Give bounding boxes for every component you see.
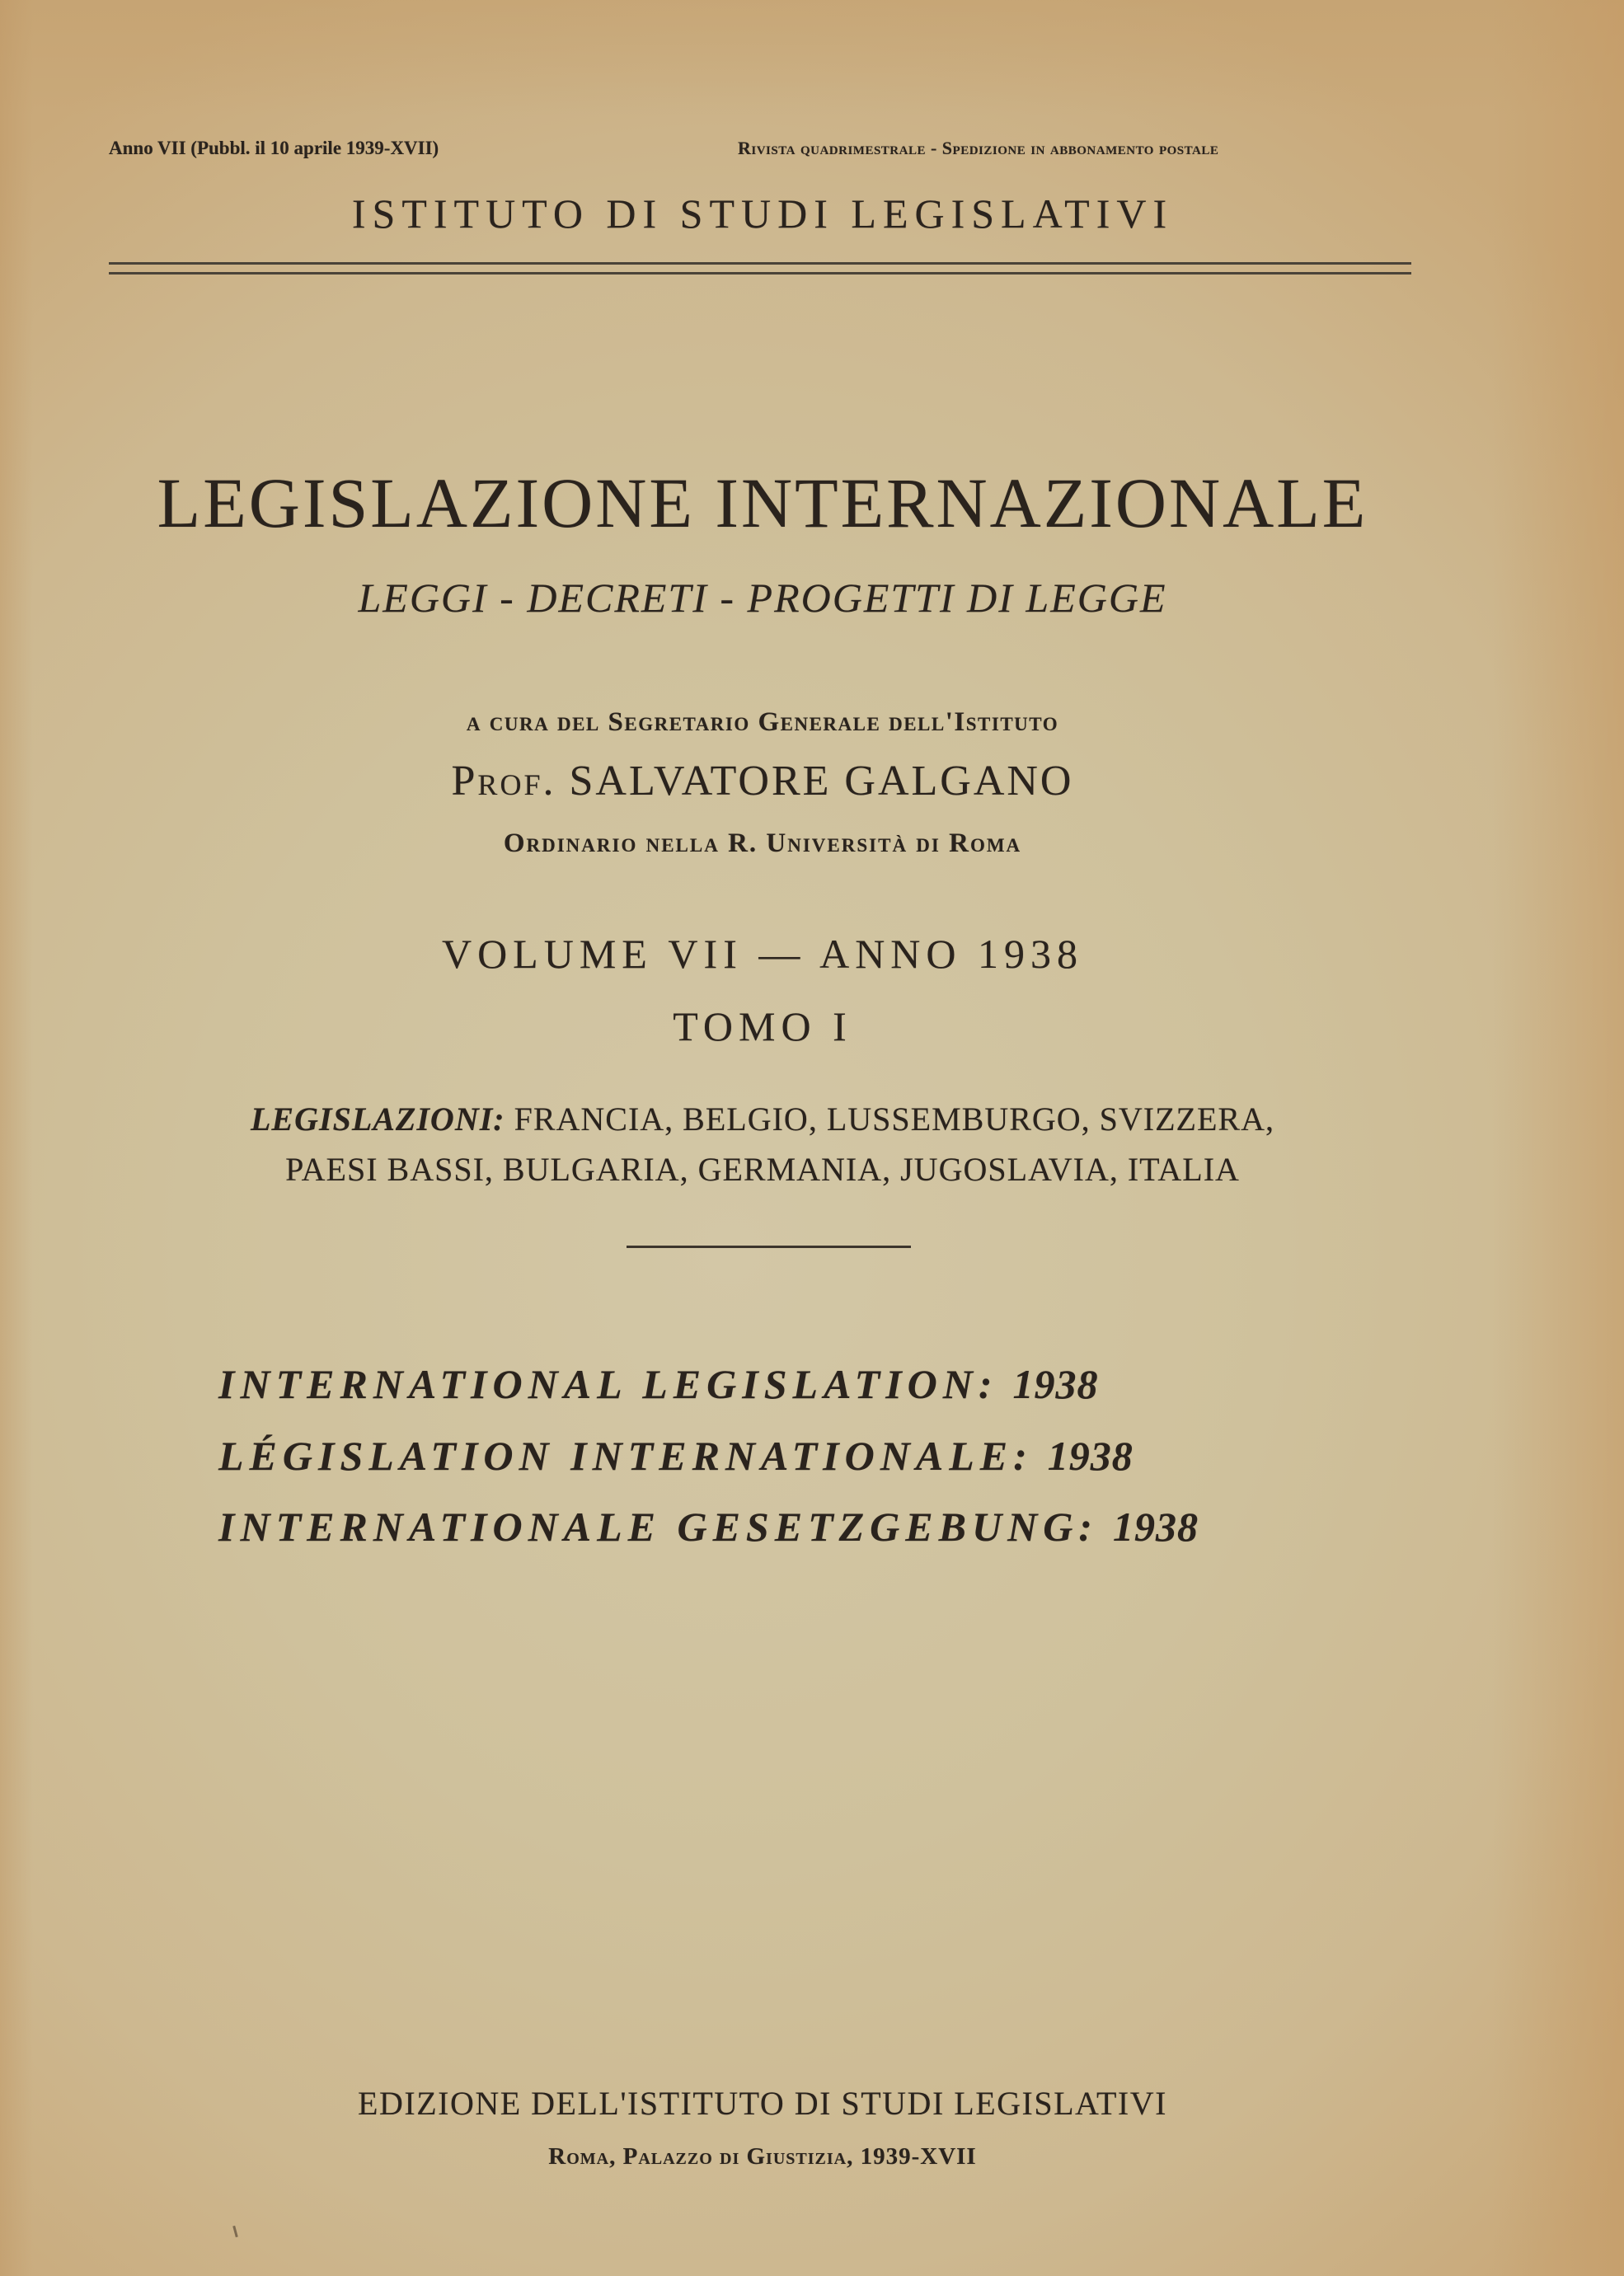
legislations-countries-2: PAESI BASSI, BULGARIA, GERMANIA, JUGOSLAVIA, ITALIA	[285, 1151, 1240, 1188]
translation-french	[218, 1432, 1134, 1480]
double-rule-top	[109, 262, 1411, 265]
paper-speck	[232, 2226, 238, 2237]
imprint-publisher: EDIZIONE DELL'ISTITUTO DI STUDI LEGISLATIVI	[358, 2085, 1167, 2122]
legislations-countries-1: FRANCIA, BELGIO, LUSSEMBURGO, SVIZZERA,	[514, 1100, 1274, 1138]
editor-prefix: Prof.	[451, 758, 556, 805]
tome-number: TOMO I	[673, 1003, 852, 1049]
header-periodical-info: Rivista quadrimestrale - Spedizione in abbonamento postale	[738, 138, 1219, 158]
editor-intro: a cura del Segretario Generale dell'Istituto	[466, 707, 1059, 737]
translation-year: 1938	[1047, 1433, 1134, 1479]
translation-german	[218, 1503, 1199, 1551]
double-rule-bottom	[109, 272, 1411, 275]
editor-name: SALVATORE GALGANO	[569, 758, 1074, 805]
volume-year: VOLUME VII — ANNO 1938	[441, 931, 1084, 977]
page-title: LEGISLAZIONE INTERNAZIONALE	[157, 463, 1368, 542]
imprint-place-date: Roma, Palazzo di Giustizia, 1939-XVII	[548, 2143, 977, 2170]
translation-english	[218, 1360, 1099, 1408]
editor-affiliation: Ordinario nella R. Università di Roma	[503, 828, 1022, 858]
translation-year: 1938	[1012, 1361, 1099, 1407]
editor-name-line	[0, 757, 1525, 805]
institute-name: ISTITUTO DI STUDI LEGISLATIVI	[351, 190, 1174, 237]
header-publication-info: Anno VII (Pubbl. il 10 aprile 1939-XVII)	[109, 138, 439, 158]
paper-edge-top	[0, 0, 1624, 115]
legislations-line-1	[0, 1100, 1525, 1138]
page-subtitle: LEGGI - DECRETI - PROGETTI DI LEGGE	[358, 575, 1167, 621]
translation-text: INTERNATIONALE GESETZGEBUNG:	[218, 1504, 1098, 1550]
section-divider	[627, 1246, 911, 1248]
translation-text: LÉGISLATION INTERNATIONALE:	[218, 1433, 1033, 1479]
translation-year: 1938	[1112, 1504, 1199, 1550]
legislations-label: LEGISLAZIONI:	[251, 1100, 505, 1138]
translation-text: INTERNATIONAL LEGISLATION:	[218, 1361, 998, 1407]
